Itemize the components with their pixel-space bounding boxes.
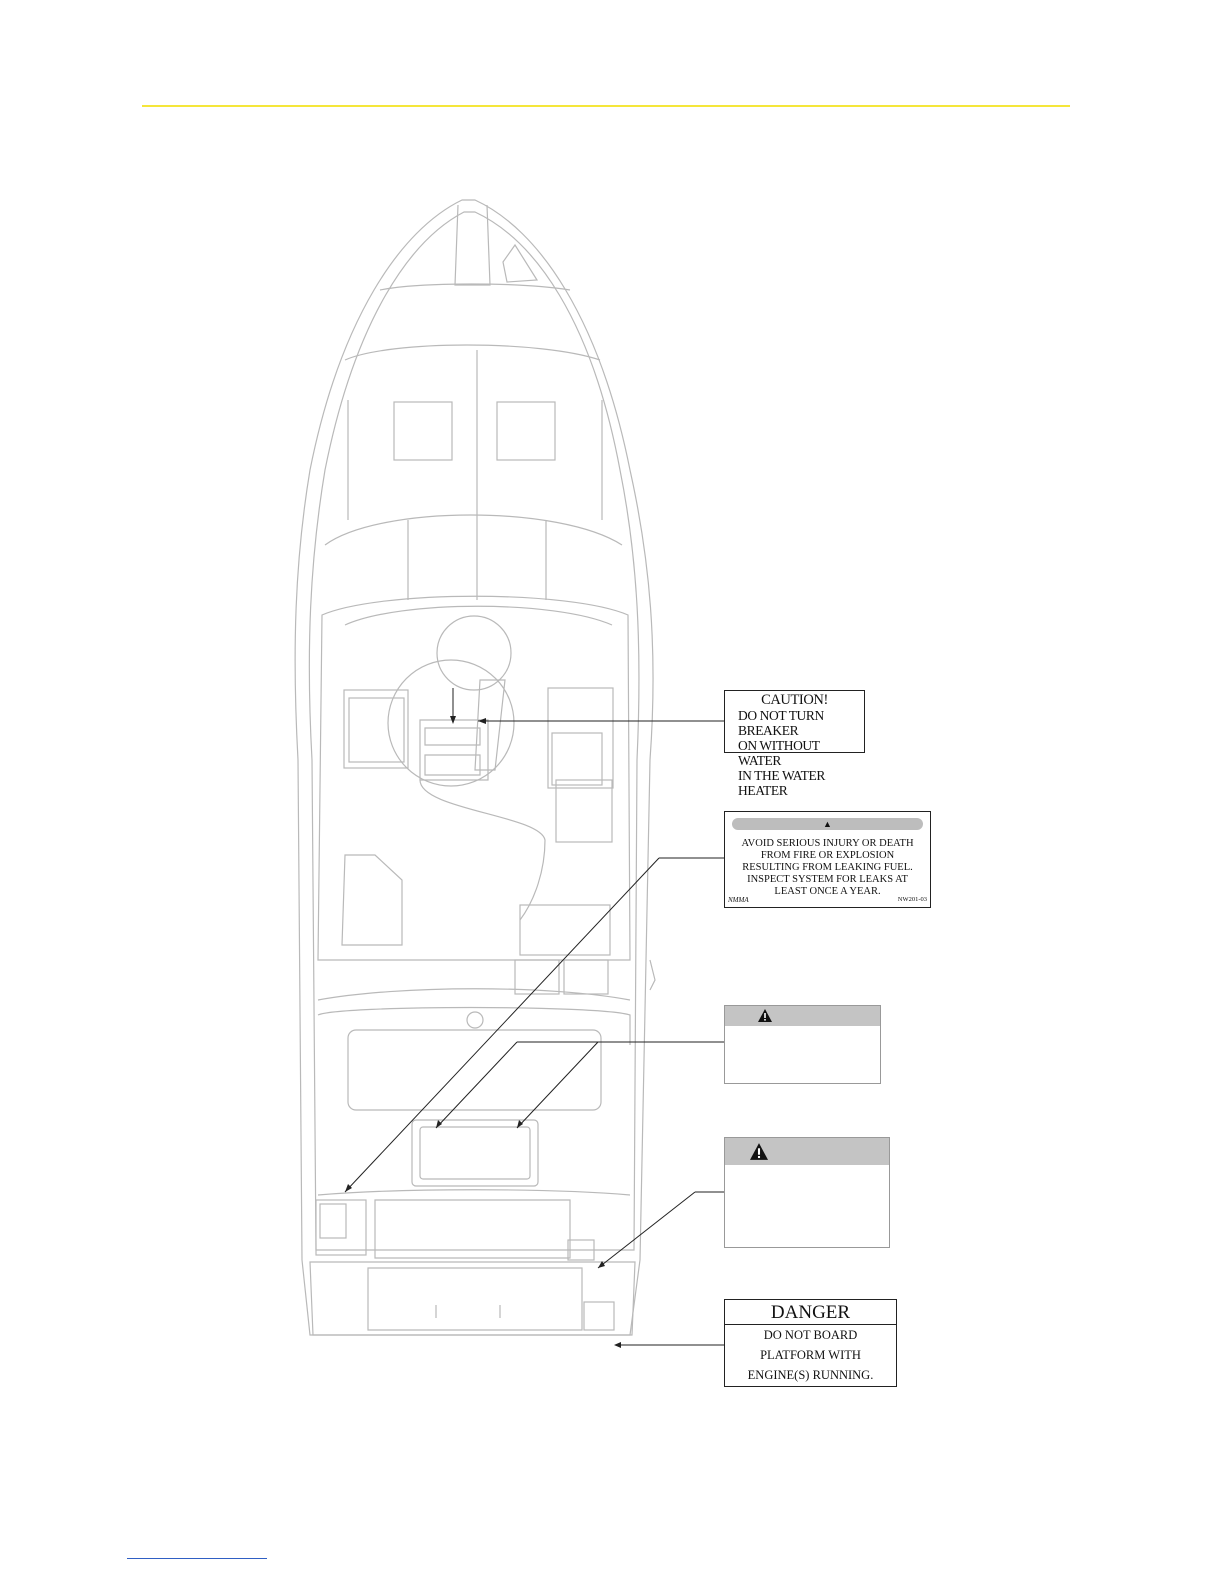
warning-triangle-icon: ▲ bbox=[823, 819, 832, 829]
danger-line: PLATFORM WITH bbox=[760, 1348, 861, 1362]
danger-label bbox=[724, 1299, 897, 1387]
caution-label bbox=[724, 690, 865, 798]
fuel-warning-line: RESULTING FROM LEAKING FUEL. bbox=[742, 862, 913, 873]
bottom-rule bbox=[127, 1558, 267, 1559]
caution-title: CAUTION! bbox=[761, 692, 828, 708]
danger-text bbox=[725, 1325, 896, 1385]
fuel-warning-line: INSPECT SYSTEM FOR LEAKS AT bbox=[747, 874, 908, 885]
fuel-warning-line: FROM FIRE OR EXPLOSION bbox=[760, 850, 895, 861]
warning-label-large bbox=[724, 1137, 890, 1248]
caution-line: ON WITHOUT WATER bbox=[738, 738, 820, 768]
danger-line: DO NOT BOARD bbox=[763, 1328, 858, 1342]
fuel-warning-footer-right: NW201-03 bbox=[897, 896, 927, 903]
fuel-warning-footer-left: NMMA bbox=[728, 896, 749, 904]
danger-title: DANGER bbox=[725, 1300, 896, 1325]
warning-label-header bbox=[725, 1006, 880, 1026]
leader-arrowheads bbox=[345, 716, 621, 1348]
warning-triangle-icon bbox=[758, 1009, 772, 1022]
caution-line: DO NOT TURN BREAKER bbox=[738, 708, 824, 738]
fuel-warning-header bbox=[732, 818, 923, 830]
fuel-warning-line: LEAST ONCE A YEAR. bbox=[774, 886, 881, 897]
fuel-warning-label bbox=[724, 811, 931, 908]
danger-line: ENGINE(S) RUNNING. bbox=[747, 1368, 874, 1382]
caution-line: IN THE WATER HEATER bbox=[738, 768, 825, 798]
warning-label-header bbox=[725, 1138, 889, 1165]
warning-label-small bbox=[724, 1005, 881, 1084]
leader-lines bbox=[345, 688, 724, 1345]
warning-triangle-icon bbox=[750, 1143, 768, 1160]
boat-hull bbox=[295, 200, 655, 1335]
fuel-warning-line: AVOID SERIOUS INJURY OR DEATH bbox=[741, 838, 914, 849]
fuel-warning-text bbox=[725, 838, 930, 898]
